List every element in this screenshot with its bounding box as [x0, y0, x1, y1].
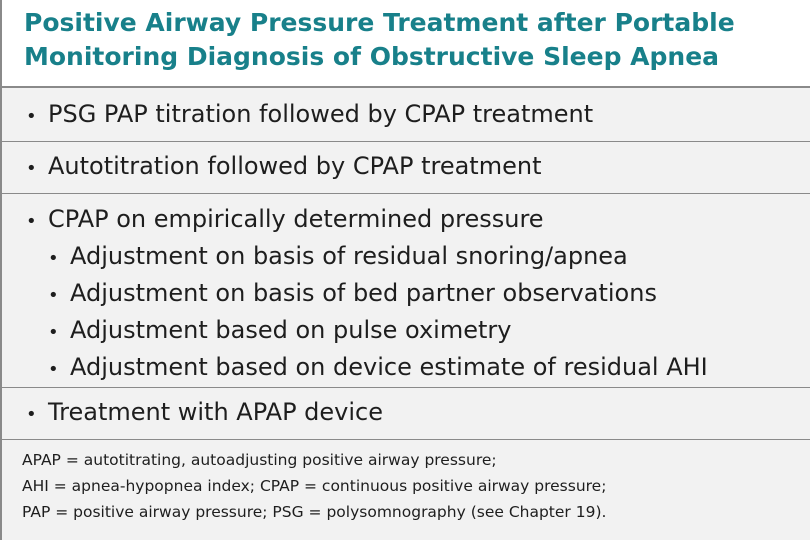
bullet-icon: • — [48, 248, 59, 269]
sub-list-item — [26, 239, 810, 276]
list-item — [26, 395, 810, 432]
sub-list-item — [26, 350, 810, 387]
bullet-icon: • — [48, 322, 59, 343]
bullet-icon: • — [48, 285, 59, 306]
title-line-1: Positive Airway Pressure Treatment after Portable — [24, 8, 735, 37]
footnote-line: APAP = autotitrating, autoadjusting positive airway pressure; — [22, 451, 497, 469]
footnote-line: PAP = positive airway pressure; PSG = polysomnography (see Chapter 19). — [22, 503, 607, 521]
table-row — [2, 388, 810, 440]
bullet-icon: • — [26, 211, 37, 232]
item-text: CPAP on empirically determined pressure — [48, 205, 544, 233]
sub-list-item — [26, 276, 810, 313]
sub-item-text: Adjustment based on device estimate of residual AHI — [70, 353, 708, 381]
list-item — [26, 149, 810, 186]
table-footnote — [2, 440, 810, 525]
footnote-line: AHI = apnea-hypopnea index; CPAP = continuous positive airway pressure; — [22, 477, 607, 495]
bullet-icon: • — [26, 404, 37, 425]
bullet-icon: • — [26, 106, 37, 127]
list-item — [26, 202, 810, 239]
item-text: Treatment with APAP device — [48, 398, 384, 426]
title-line-2: Monitoring Diagnosis of Obstructive Sleep Apnea — [24, 42, 720, 71]
list-item — [26, 97, 810, 134]
item-text: PSG PAP titration followed by CPAP treatment — [48, 100, 594, 128]
table-title — [2, 0, 810, 88]
sub-item-text: Adjustment on basis of bed partner observations — [70, 279, 657, 307]
sub-list-item — [26, 313, 810, 350]
bullet-icon: • — [26, 158, 37, 179]
sub-item-text: Adjustment based on pulse oximetry — [70, 316, 512, 344]
table-row — [2, 194, 810, 388]
table-row — [2, 142, 810, 194]
sub-item-text: Adjustment on basis of residual snoring/apnea — [70, 242, 628, 270]
item-text: Autotitration followed by CPAP treatment — [48, 152, 542, 180]
bullet-icon: • — [48, 359, 59, 380]
table-row — [2, 88, 810, 142]
